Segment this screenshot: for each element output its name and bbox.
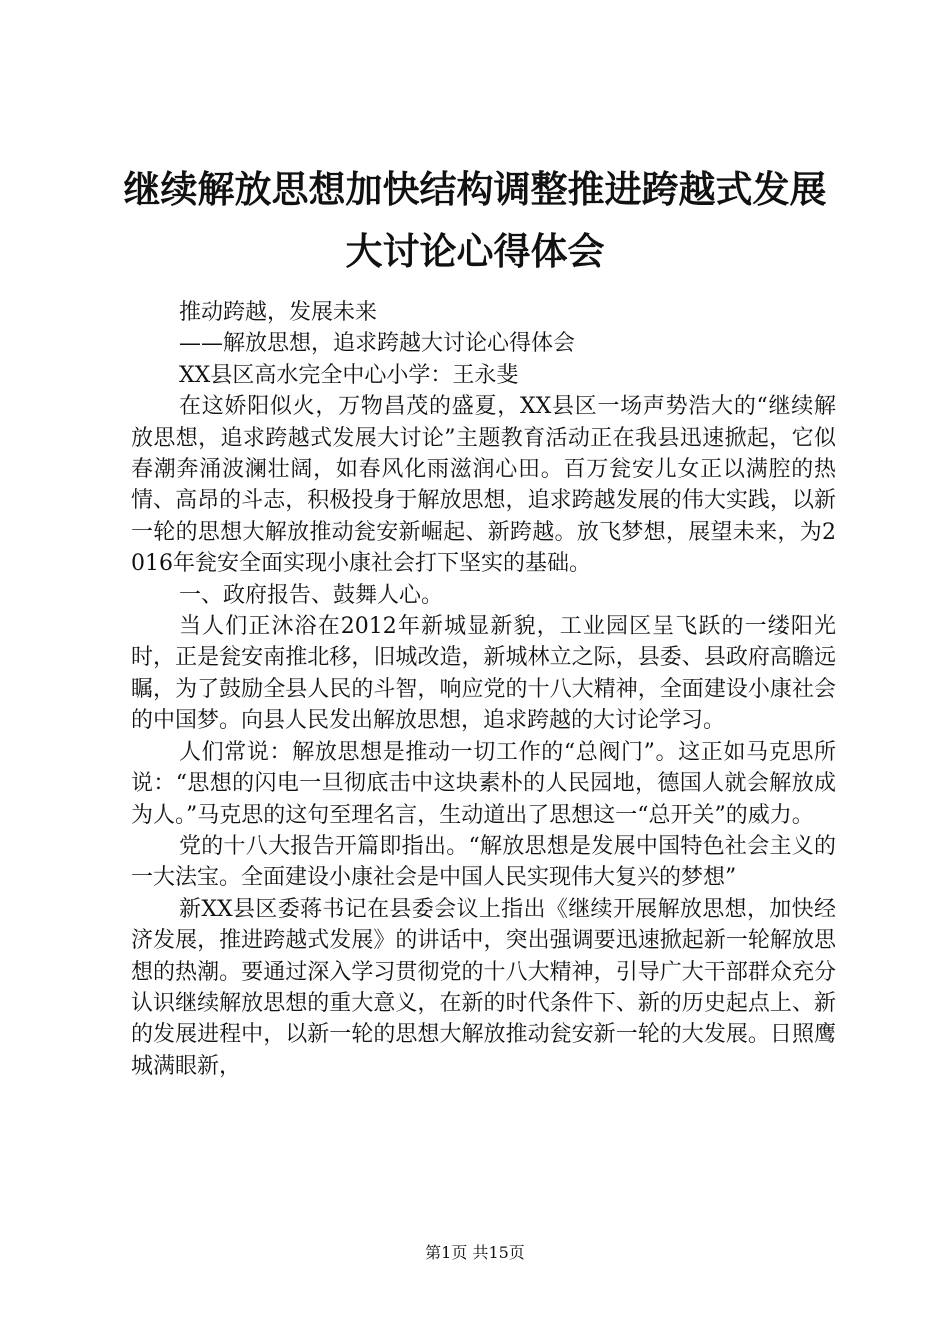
paragraph: 人们常说：解放思想是推动一切工作的“总阀门”。这正如马克思所说：“思想的闪电一旦彻底击中这块素朴的人民园地，德国人就会解放成为人。”马克思的这句至理名言，生动道出了思想这一“总开关”的威力。 — [131, 739, 836, 828]
section-heading: 一、政府报告、鼓舞人心。 — [179, 582, 444, 608]
paragraph: 在这娇阳似火，万物昌茂的盛夏，XX县区一场声势浩大的“继续解放思想，追求跨越式发展大讨论”主题教育活动正在我县迅速掀起，它似春潮奔涌波澜壮阔，如春风化雨滋润心田。百万瓮安儿女正以满腔的热情、高昂的斗志，积极投身于解放思想，追求跨越发展的伟大实践，以新一轮的思想大解放推动瓮安新崛起、新跨越。放飞梦想，展望未来，为2016年瓮安全面实现小康社会打下坚实的基础。 — [131, 394, 836, 577]
paragraph: 新XX县区委蒋书记在县委会议上指出《继续开展解放思想，加快经济发展，推进跨越式发展》的讲话中，突出强调要迅速掀起新一轮解放思想的热潮。要通过深入学习贯彻党的十八大精神，引导广大干部群众充分认识继续解放思想的重大意义，在新的时代条件下、新的历史起点上、新的发展进程中，以新一轮的思想大解放推动瓮安新一轮的大发展。日照鹰城满眼新， — [131, 896, 836, 1079]
page-footer: 第1页 共15页 — [425, 1243, 525, 1262]
paragraph: 党的十八大报告开篇即指出。“解放思想是发展中国特色社会主义的一大法宝。全面建设小康社会是中国人民实现伟大复兴的梦想” — [131, 833, 836, 891]
paragraph: 当人们正沐浴在2012年新城显新貌，工业园区呈飞跃的一缕阳光时，正是瓮安南推北移，旧城改造，新城林立之际，县委、县政府高瞻远瞩，为了鼓励全县人民的斗智，响应党的十八大精神，全面建设小康社会的中国梦。向县人民发出解放思想，追求跨越的大讨论学习。 — [131, 614, 836, 734]
author-line: XX县区高水完全中心小学：王永斐 — [179, 362, 519, 388]
document-body — [131, 297, 836, 1082]
document-title: 继续解放思想加快结构调整推进跨越式发展大讨论心得体会 — [123, 167, 827, 273]
subtitle-dash-line: ——解放思想，追求跨越大讨论心得体会 — [179, 331, 576, 357]
subtitle-line: 推动跨越，发展未来 — [179, 300, 378, 325]
